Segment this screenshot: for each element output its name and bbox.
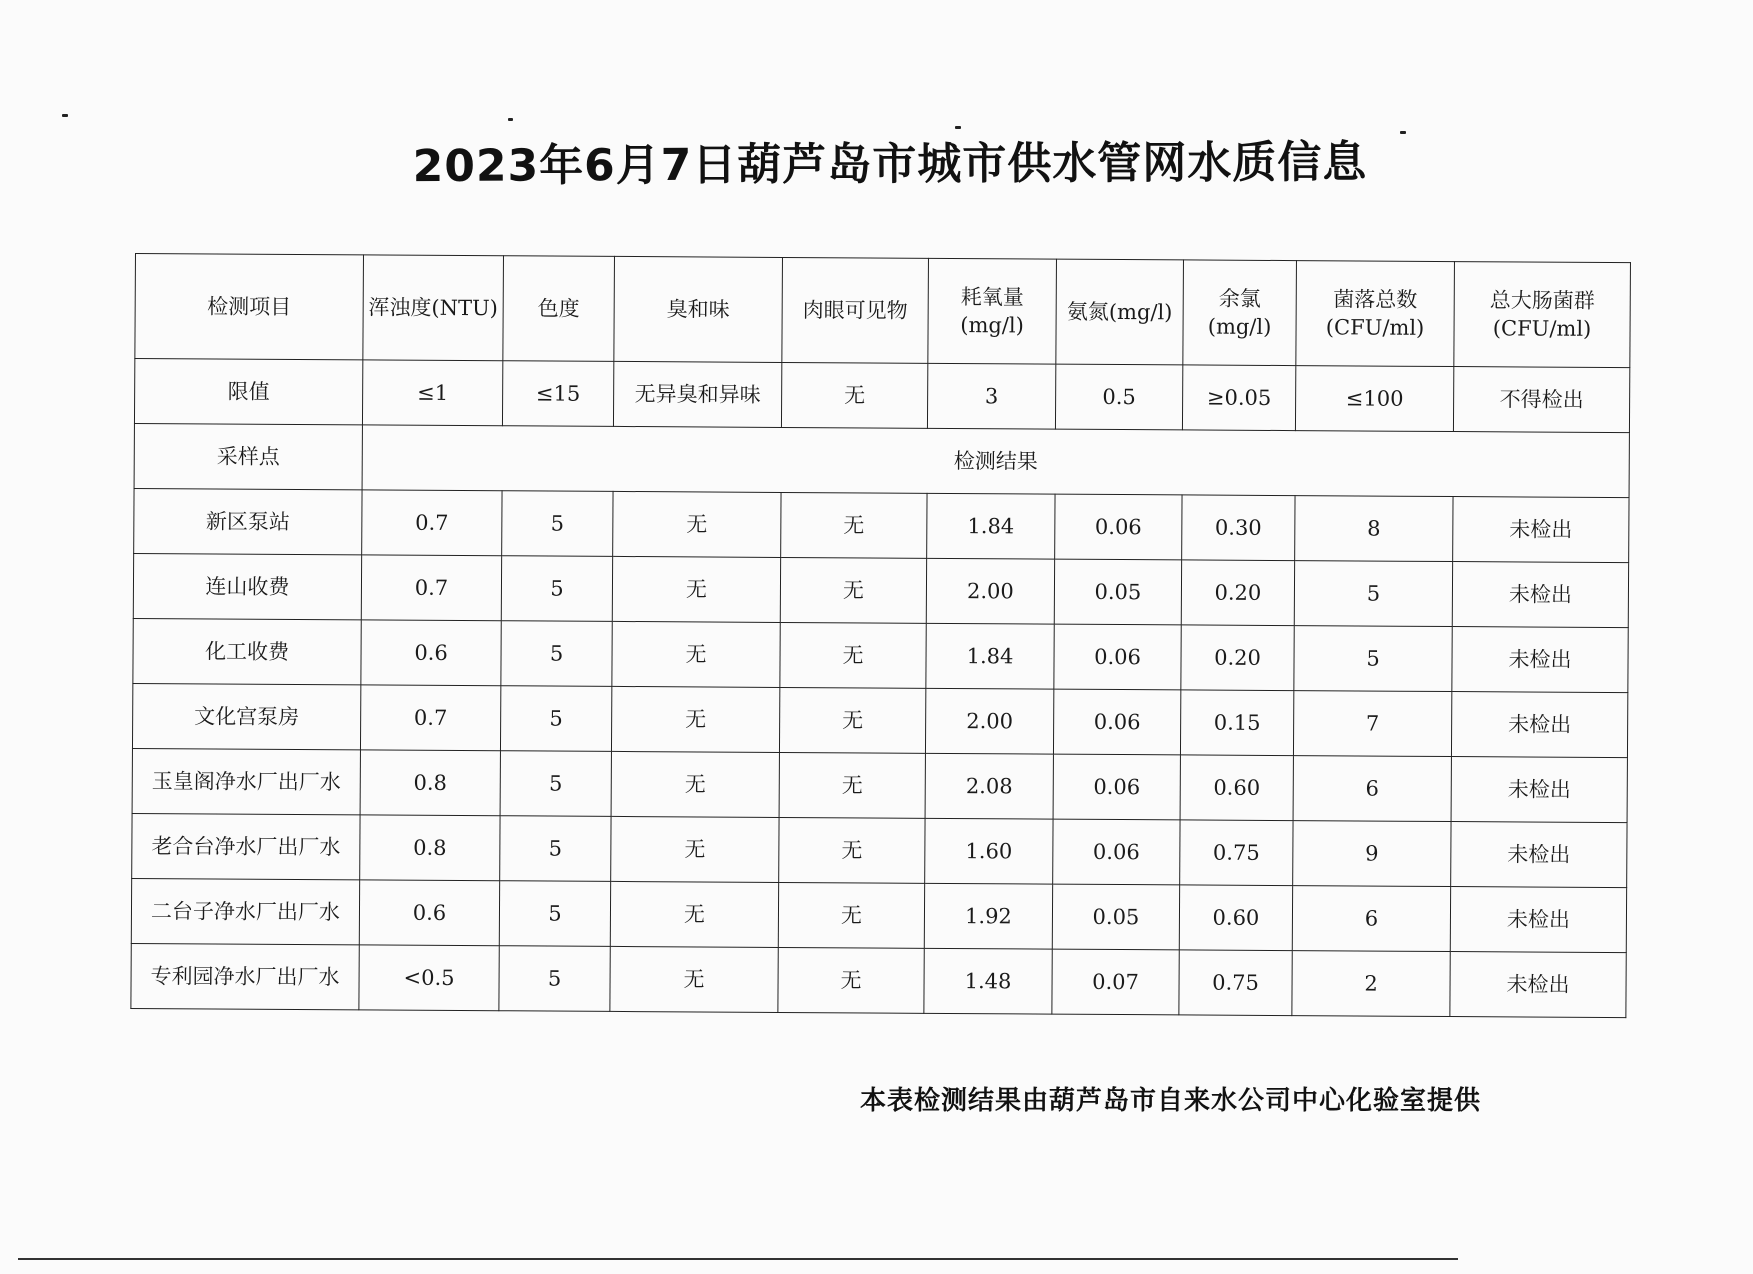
table-cell: 5 <box>1294 626 1452 692</box>
table-cell: 0.8 <box>360 815 500 881</box>
sampling-point-name: 连山收费 <box>133 553 361 619</box>
table-cell: 9 <box>1293 821 1451 887</box>
table-cell: 0.05 <box>1052 884 1179 950</box>
limit-value: ≤1 <box>362 360 502 426</box>
table-cell: 5 <box>1294 561 1452 627</box>
table-cell: 未检出 <box>1452 627 1628 693</box>
table-cell: 0.30 <box>1182 495 1295 561</box>
sampling-point-name: 新区泵站 <box>134 488 362 554</box>
table-cell: 5 <box>502 491 613 557</box>
column-header <box>1183 260 1297 366</box>
table-cell: 未检出 <box>1451 822 1627 888</box>
limit-value: 无异臭和异味 <box>613 361 781 427</box>
sampling-point-name: 化工收费 <box>133 618 361 684</box>
table-cell: 0.6 <box>359 880 499 946</box>
table-cell: 无 <box>611 686 779 752</box>
limit-value: ≤100 <box>1295 366 1453 432</box>
table-cell: 无 <box>779 752 925 818</box>
page-title: 2023年6月7日葫芦岛市城市供水管网水质信息 <box>412 136 1368 193</box>
header-row <box>135 254 1631 368</box>
column-header-text: 检测项目 <box>207 294 292 319</box>
column-header-text: (mg/l) <box>960 313 1024 338</box>
limit-value: 不得检出 <box>1453 367 1629 433</box>
table-cell: 1.48 <box>924 948 1052 1014</box>
table-cell: 无 <box>779 687 925 753</box>
table-cell: 无 <box>778 882 924 948</box>
table-cell: 1.60 <box>925 818 1053 884</box>
column-header-text: 臭和味 <box>666 297 730 322</box>
table-cell: 6 <box>1293 756 1451 822</box>
column-header <box>503 256 615 362</box>
source-note: 本表检测结果由葫芦岛市自来水公司中心化验室提供 <box>860 1086 1482 1116</box>
sampling-point-label: 采样点 <box>134 423 362 489</box>
table-cell: 0.6 <box>361 620 501 686</box>
column-header-text: 菌落总数 <box>1333 286 1418 312</box>
table-cell: 无 <box>611 751 779 817</box>
results-label: 检测结果 <box>362 425 1629 498</box>
limit-row <box>134 359 1629 433</box>
table-cell: 未检出 <box>1450 952 1626 1018</box>
sampling-point-name: 文化宫泵房 <box>132 683 360 749</box>
table-cell: 0.60 <box>1180 755 1293 821</box>
table-cell: 2 <box>1292 951 1450 1017</box>
table-body <box>131 254 1631 1018</box>
table-cell: 无 <box>612 556 780 622</box>
column-header <box>1296 261 1455 367</box>
table-cell: 5 <box>499 881 610 947</box>
table-cell: 0.07 <box>1052 949 1179 1015</box>
limit-value: 0.5 <box>1055 364 1182 430</box>
table-cell: 2.00 <box>925 688 1053 754</box>
table-row <box>132 683 1627 757</box>
table-cell: 无 <box>781 492 927 558</box>
table-cell: 1.92 <box>924 883 1052 949</box>
table-cell: 5 <box>500 816 611 882</box>
sampling-row <box>134 423 1629 497</box>
table-cell: 6 <box>1292 886 1450 952</box>
table-cell: 5 <box>500 686 611 752</box>
scan-speck <box>62 114 68 117</box>
table-cell: 未检出 <box>1453 497 1629 563</box>
sampling-point-name: 专利园净水厂出厂水 <box>131 943 359 1009</box>
table-cell: 0.20 <box>1181 560 1294 626</box>
table-cell: 无 <box>613 491 781 557</box>
table-cell: 0.06 <box>1054 624 1181 690</box>
sampling-point-name: 老合台净水厂出厂水 <box>132 813 360 879</box>
table-cell: 0.7 <box>360 685 500 751</box>
table-cell: 2.08 <box>925 753 1053 819</box>
table-cell: 7 <box>1293 691 1451 757</box>
table-cell: 5 <box>500 751 611 817</box>
column-header <box>782 257 929 363</box>
column-header-text: (CFU/ml) <box>1325 315 1425 340</box>
column-header <box>1056 259 1184 365</box>
table-row <box>134 488 1629 562</box>
table-cell: 0.75 <box>1179 950 1292 1016</box>
table-cell: 无 <box>610 881 778 947</box>
table-cell: 未检出 <box>1450 887 1626 953</box>
table-cell: 0.06 <box>1053 819 1180 885</box>
sampling-point-name: 玉皇阁净水厂出厂水 <box>132 748 360 814</box>
table-row <box>133 618 1628 692</box>
table-cell: 未检出 <box>1452 562 1628 628</box>
table-cell: 5 <box>499 946 610 1012</box>
table-cell: 1.84 <box>927 493 1055 559</box>
column-header <box>928 258 1057 364</box>
table-cell: 无 <box>779 817 925 883</box>
table-cell: 8 <box>1295 496 1453 562</box>
column-header-text: 总大肠菌群 <box>1489 287 1595 313</box>
scan-edge-line <box>18 1258 1458 1260</box>
table-cell: 0.75 <box>1180 820 1293 886</box>
table-cell: 5 <box>501 621 612 687</box>
table-cell: 无 <box>780 557 926 623</box>
water-quality-table-wrapper <box>130 253 1630 1018</box>
limit-label: 限值 <box>134 359 362 425</box>
table-cell: 2.00 <box>926 558 1054 624</box>
column-header-text: (mg/l) <box>1207 314 1272 339</box>
table-row <box>132 813 1627 887</box>
table-cell: 1.84 <box>926 623 1054 689</box>
limit-value: 无 <box>781 362 927 428</box>
water-quality-table <box>130 253 1631 1018</box>
limit-value: ≥0.05 <box>1182 365 1295 431</box>
table-cell: 无 <box>611 816 779 882</box>
table-row <box>133 553 1628 627</box>
table-row <box>131 943 1626 1017</box>
table-cell: 0.7 <box>361 555 501 621</box>
table-cell: 未检出 <box>1451 757 1627 823</box>
table-cell: 0.06 <box>1053 754 1180 820</box>
table-cell: 5 <box>501 556 612 622</box>
table-cell: 0.60 <box>1179 885 1292 951</box>
column-header-text: 耗氧量 <box>960 284 1024 310</box>
column-header <box>1454 262 1631 368</box>
column-header-text: 浑浊度(NTU) <box>368 295 498 321</box>
table-cell: 未检出 <box>1451 692 1627 758</box>
table-cell: 0.06 <box>1055 494 1182 560</box>
column-header-text: (CFU/ml) <box>1492 316 1592 341</box>
table-row <box>132 748 1627 822</box>
table-cell: 0.8 <box>360 750 500 816</box>
column-header-text: 肉眼可见物 <box>802 297 908 323</box>
table-cell: 无 <box>778 947 924 1013</box>
table-cell: <0.5 <box>359 945 499 1011</box>
sampling-point-name: 二台子净水厂出厂水 <box>131 878 359 944</box>
limit-value: 3 <box>927 363 1055 429</box>
table-cell: 0.06 <box>1053 689 1180 755</box>
table-cell: 0.20 <box>1181 625 1294 691</box>
table-row <box>131 878 1626 952</box>
scan-speck <box>508 118 513 121</box>
table-cell: 0.05 <box>1054 559 1181 625</box>
column-header <box>135 254 364 360</box>
table-cell: 0.7 <box>362 490 502 556</box>
column-header-text: 氨氮(mg/l) <box>1066 299 1173 325</box>
column-header-text: 余氯 <box>1218 286 1261 311</box>
column-header <box>363 255 504 361</box>
column-header-text: 色度 <box>537 296 580 321</box>
limit-value: ≤15 <box>502 361 613 427</box>
table-cell: 无 <box>612 621 780 687</box>
table-cell: 无 <box>610 946 778 1012</box>
table-cell: 无 <box>780 622 926 688</box>
table-cell: 0.15 <box>1180 690 1293 756</box>
column-header <box>614 256 783 362</box>
